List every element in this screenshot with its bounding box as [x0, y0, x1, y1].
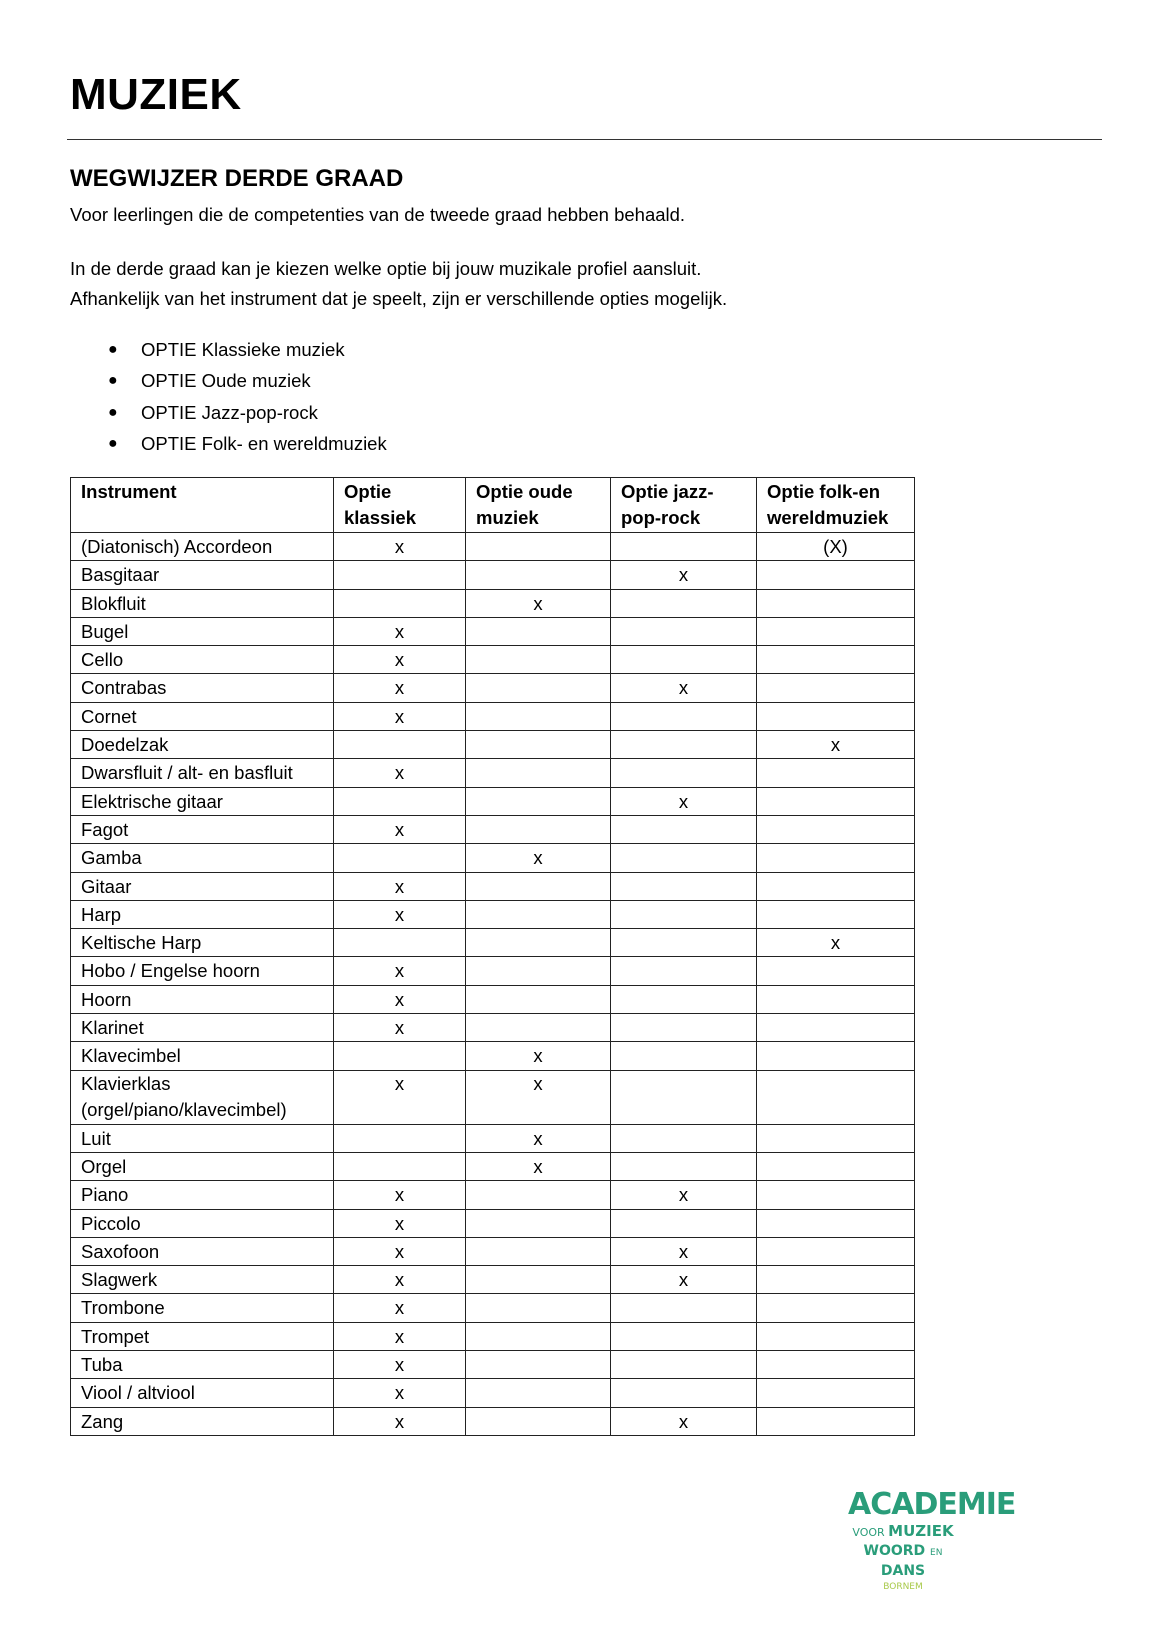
- logo-line: [848, 1522, 958, 1542]
- instrument-cell: [71, 1379, 334, 1407]
- option-mark-jazz: x: [611, 1181, 757, 1209]
- table-row: [71, 646, 915, 674]
- option-mark-jazz: [611, 1014, 757, 1042]
- table-row: [71, 1351, 915, 1379]
- table-row: [71, 872, 915, 900]
- option-mark-oude: [466, 1294, 611, 1322]
- instrument-cell: [71, 1266, 334, 1294]
- description-paragraph: [70, 254, 727, 314]
- option-mark-klassiek: [334, 844, 466, 872]
- option-mark-folk: [757, 1407, 915, 1435]
- option-mark-oude: [466, 674, 611, 702]
- instrument-name: Piccolo: [81, 1212, 141, 1234]
- option-mark-oude: [466, 1322, 611, 1350]
- option-mark-klassiek: x: [334, 957, 466, 985]
- option-mark-folk: [757, 1379, 915, 1407]
- option-mark-klassiek: x: [334, 1181, 466, 1209]
- logo-text: WOORD: [863, 1543, 926, 1559]
- table-row: [71, 1322, 915, 1350]
- instrument-cell: [71, 1322, 334, 1350]
- option-mark-folk: [757, 561, 915, 589]
- instrument-cell: [71, 787, 334, 815]
- header-line: Optie jazz-: [621, 481, 714, 502]
- option-mark-klassiek: x: [334, 900, 466, 928]
- option-mark-jazz: x: [611, 561, 757, 589]
- instrument-cell: [71, 815, 334, 843]
- header-line: pop-rock: [621, 507, 701, 528]
- option-mark-folk: [757, 1266, 915, 1294]
- instrument-name: Viool / altviool: [81, 1382, 195, 1404]
- instrument-name: Gitaar: [81, 875, 132, 897]
- option-mark-jazz: [611, 731, 757, 759]
- option-mark-folk: [757, 1322, 915, 1350]
- paragraph-line: Afhankelijk van het instrument dat je speelt, zijn er verschillende opties mogelijk.: [70, 288, 728, 309]
- option-mark-oude: [466, 1181, 611, 1209]
- bullet-icon: ●: [108, 372, 118, 390]
- instrument-cell: [71, 1294, 334, 1322]
- instrument-cell: [71, 1209, 334, 1237]
- option-mark-klassiek: x: [334, 533, 466, 561]
- instrument-options-table: [70, 477, 915, 1436]
- instrument-name: Doedelzak: [81, 734, 169, 756]
- option-mark-jazz: [611, 589, 757, 617]
- instrument-cell: [71, 759, 334, 787]
- bullet-icon: ●: [108, 435, 118, 453]
- option-mark-folk: [757, 1351, 915, 1379]
- table-row: [71, 589, 915, 617]
- option-mark-oude: [466, 815, 611, 843]
- option-mark-klassiek: x: [334, 1379, 466, 1407]
- option-mark-klassiek: x: [334, 617, 466, 645]
- option-mark-jazz: [611, 617, 757, 645]
- instrument-name: Klarinet: [81, 1017, 144, 1039]
- option-mark-klassiek: x: [334, 1266, 466, 1294]
- option-mark-klassiek: x: [334, 1351, 466, 1379]
- instrument-cell: [71, 731, 334, 759]
- option-mark-klassiek: [334, 1124, 466, 1152]
- option-label: OPTIE Folk- en wereldmuziek: [141, 433, 387, 455]
- instrument-cell: [71, 929, 334, 957]
- option-mark-folk: [757, 674, 915, 702]
- option-mark-folk: [757, 759, 915, 787]
- option-mark-klassiek: x: [334, 759, 466, 787]
- option-item: [108, 334, 387, 366]
- bullet-icon: ●: [108, 403, 118, 421]
- option-mark-oude: [466, 561, 611, 589]
- header-line: Optie folk-en: [767, 481, 881, 502]
- option-item: [108, 397, 387, 429]
- option-item: [108, 366, 387, 398]
- option-mark-klassiek: [334, 929, 466, 957]
- option-mark-jazz: [611, 1124, 757, 1152]
- table-row: [71, 985, 915, 1013]
- instrument-cell: [71, 844, 334, 872]
- option-mark-klassiek: x: [334, 1237, 466, 1265]
- instrument-cell: [71, 617, 334, 645]
- instrument-cell: [71, 1070, 334, 1124]
- instrument-name: Cello: [81, 649, 124, 671]
- instrument-cell: [71, 1124, 334, 1152]
- option-mark-jazz: [611, 957, 757, 985]
- option-item: [108, 429, 387, 461]
- instrument-name: Elektrische gitaar: [81, 790, 223, 812]
- options-list: [108, 334, 387, 460]
- option-mark-klassiek: x: [334, 646, 466, 674]
- option-mark-folk: [757, 1237, 915, 1265]
- intro-text: Voor leerlingen die de competenties van de tweede graad hebben behaald.: [70, 204, 686, 225]
- option-mark-oude: [466, 900, 611, 928]
- option-mark-klassiek: x: [334, 815, 466, 843]
- option-mark-jazz: [611, 929, 757, 957]
- instrument-cell: [71, 702, 334, 730]
- logo-line: ACADEMIE: [848, 1487, 1016, 1522]
- option-mark-oude: [466, 646, 611, 674]
- option-mark-jazz: x: [611, 674, 757, 702]
- option-mark-folk: [757, 589, 915, 617]
- header-line: Optie oude: [476, 481, 573, 502]
- option-mark-jazz: [611, 1351, 757, 1379]
- table-row: [71, 1070, 915, 1124]
- option-mark-jazz: [611, 1070, 757, 1124]
- option-mark-klassiek: x: [334, 1294, 466, 1322]
- header-line: Optie: [344, 481, 392, 502]
- option-mark-klassiek: x: [334, 985, 466, 1013]
- instrument-name: Klavecimbel: [81, 1045, 181, 1067]
- option-mark-folk: x: [757, 929, 915, 957]
- table-body: [71, 533, 915, 1436]
- instrument-name: Dwarsfluit / alt- en basfluit: [81, 762, 293, 784]
- instrument-name: Harp: [81, 903, 122, 925]
- instrument-cell: [71, 985, 334, 1013]
- option-mark-oude: [466, 872, 611, 900]
- table-row: [71, 1209, 915, 1237]
- option-mark-klassiek: x: [334, 1322, 466, 1350]
- instrument-name: Blokfluit: [81, 592, 146, 614]
- instrument-name: Slagwerk: [81, 1269, 158, 1291]
- instrument-cell: [71, 674, 334, 702]
- table-row: [71, 1124, 915, 1152]
- table-row: [71, 1152, 915, 1180]
- option-mark-oude: [466, 957, 611, 985]
- table-row: [71, 674, 915, 702]
- option-mark-jazz: x: [611, 1407, 757, 1435]
- option-mark-oude: x: [466, 589, 611, 617]
- option-mark-folk: [757, 1070, 915, 1124]
- option-mark-jazz: [611, 815, 757, 843]
- option-mark-jazz: [611, 844, 757, 872]
- option-mark-oude: [466, 1209, 611, 1237]
- logo-small-text: VOOR: [852, 1526, 885, 1539]
- option-mark-oude: [466, 1379, 611, 1407]
- option-mark-folk: [757, 1042, 915, 1070]
- option-mark-folk: [757, 1209, 915, 1237]
- option-mark-oude: [466, 1237, 611, 1265]
- logo-small-text: EN: [930, 1548, 943, 1558]
- instrument-name: Luit: [81, 1127, 111, 1149]
- instrument-cell: [71, 1407, 334, 1435]
- option-mark-folk: [757, 1294, 915, 1322]
- instrument-name: (Diatonisch) Accordeon: [81, 536, 273, 557]
- option-mark-jazz: x: [611, 1266, 757, 1294]
- table-row: [71, 1181, 915, 1209]
- header-line: muziek: [476, 507, 539, 528]
- header-oude-muziek: [466, 478, 611, 533]
- table-row: [71, 759, 915, 787]
- option-mark-jazz: [611, 1152, 757, 1180]
- table-row: [71, 844, 915, 872]
- option-mark-oude: [466, 1351, 611, 1379]
- option-mark-klassiek: [334, 561, 466, 589]
- option-mark-oude: [466, 1266, 611, 1294]
- logo-text: DANS: [880, 1563, 926, 1579]
- option-label: OPTIE Klassieke muziek: [141, 338, 345, 360]
- option-mark-jazz: [611, 702, 757, 730]
- option-mark-klassiek: [334, 1042, 466, 1070]
- instrument-cell: [71, 533, 334, 561]
- instrument-cell: [71, 900, 334, 928]
- option-mark-jazz: [611, 759, 757, 787]
- option-mark-folk: [757, 900, 915, 928]
- paragraph-line: In de derde graad kan je kiezen welke optie bij jouw muzikale profiel aansluit.: [70, 258, 702, 279]
- option-mark-folk: [757, 1181, 915, 1209]
- option-mark-oude: [466, 1014, 611, 1042]
- instrument-cell: [71, 872, 334, 900]
- option-mark-klassiek: [334, 589, 466, 617]
- table-row: [71, 1014, 915, 1042]
- option-mark-jazz: [611, 1209, 757, 1237]
- header-line: Instrument: [81, 481, 177, 502]
- option-mark-folk: [757, 646, 915, 674]
- instrument-cell: [71, 561, 334, 589]
- option-mark-jazz: [611, 1379, 757, 1407]
- option-mark-folk: [757, 617, 915, 645]
- option-mark-folk: [757, 1014, 915, 1042]
- option-mark-oude: [466, 617, 611, 645]
- option-mark-folk: x: [757, 731, 915, 759]
- table-row: [71, 1042, 915, 1070]
- option-label: OPTIE Jazz-pop-rock: [141, 401, 318, 423]
- instrument-cell: [71, 957, 334, 985]
- option-mark-jazz: [611, 533, 757, 561]
- option-mark-oude: x: [466, 1070, 611, 1124]
- instrument-name: Zang: [81, 1410, 124, 1432]
- instrument-name: Hobo / Engelse hoorn: [81, 960, 260, 982]
- table-row: [71, 702, 915, 730]
- option-mark-oude: [466, 759, 611, 787]
- header-line: klassiek: [344, 507, 417, 528]
- option-mark-oude: [466, 985, 611, 1013]
- option-mark-folk: [757, 815, 915, 843]
- option-mark-klassiek: x: [334, 872, 466, 900]
- option-mark-folk: [757, 1124, 915, 1152]
- option-mark-oude: [466, 1407, 611, 1435]
- option-mark-folk: [757, 985, 915, 1013]
- option-mark-jazz: [611, 872, 757, 900]
- instrument-name: Bugel: [81, 620, 129, 642]
- header-klassiek: [334, 478, 466, 533]
- table-row: [71, 900, 915, 928]
- option-mark-oude: x: [466, 1152, 611, 1180]
- option-mark-oude: x: [466, 1124, 611, 1152]
- option-mark-jazz: [611, 1042, 757, 1070]
- option-mark-folk: [757, 957, 915, 985]
- instrument-name: Trombone: [81, 1297, 165, 1319]
- instrument-cell: [71, 1351, 334, 1379]
- header-folk-wereldmuziek: [757, 478, 915, 533]
- table-row: [71, 815, 915, 843]
- table-row: [71, 533, 915, 561]
- option-mark-folk: [757, 702, 915, 730]
- logo-line: [848, 1542, 958, 1580]
- instrument-name: (orgel/piano/klavecimbel): [81, 1098, 287, 1120]
- option-mark-jazz: [611, 646, 757, 674]
- instrument-cell: [71, 1042, 334, 1070]
- option-mark-oude: x: [466, 1042, 611, 1070]
- logo-line: BORNEM: [883, 1582, 923, 1592]
- instrument-name: Contrabas: [81, 677, 167, 699]
- option-mark-folk: [757, 1152, 915, 1180]
- option-mark-oude: [466, 731, 611, 759]
- header-jazz-pop-rock: [611, 478, 757, 533]
- instrument-name: Fagot: [81, 818, 129, 840]
- instrument-cell: [71, 1237, 334, 1265]
- option-mark-folk: [757, 872, 915, 900]
- option-label: OPTIE Oude muziek: [141, 370, 311, 392]
- option-mark-klassiek: [334, 787, 466, 815]
- option-mark-jazz: [611, 985, 757, 1013]
- option-mark-jazz: x: [611, 1237, 757, 1265]
- table-row: [71, 929, 915, 957]
- bullet-icon: ●: [108, 340, 118, 358]
- option-mark-oude: [466, 787, 611, 815]
- header-instrument: [71, 478, 334, 533]
- option-mark-folk: [757, 787, 915, 815]
- instrument-name: Gamba: [81, 847, 142, 869]
- table-row: [71, 1294, 915, 1322]
- table-row: [71, 787, 915, 815]
- option-mark-klassiek: x: [334, 702, 466, 730]
- instrument-name: Trompet: [81, 1325, 150, 1347]
- instrument-name: Tuba: [81, 1354, 123, 1376]
- option-mark-jazz: x: [611, 787, 757, 815]
- instrument-name: Keltische Harp: [81, 932, 202, 954]
- instrument-cell: [71, 1014, 334, 1042]
- option-mark-folk: (X): [757, 533, 915, 561]
- table-row: [71, 1407, 915, 1435]
- table-row: [71, 561, 915, 589]
- instrument-name: Piano: [81, 1184, 129, 1206]
- option-mark-klassiek: x: [334, 1070, 466, 1124]
- instrument-cell: [71, 589, 334, 617]
- option-mark-jazz: [611, 1294, 757, 1322]
- option-mark-klassiek: x: [334, 1407, 466, 1435]
- option-mark-klassiek: [334, 1152, 466, 1180]
- instrument-name: Hoorn: [81, 988, 132, 1010]
- instrument-name: Orgel: [81, 1155, 127, 1177]
- option-mark-folk: [757, 844, 915, 872]
- option-mark-oude: [466, 533, 611, 561]
- option-mark-klassiek: [334, 731, 466, 759]
- title-divider: [67, 139, 1102, 140]
- instrument-cell: [71, 1152, 334, 1180]
- instrument-name: Saxofoon: [81, 1240, 160, 1262]
- instrument-cell: [71, 1181, 334, 1209]
- table-row: [71, 1266, 915, 1294]
- instrument-name: Cornet: [81, 705, 137, 727]
- instrument-name: Klavierklas: [81, 1072, 171, 1094]
- page-title: MUZIEK: [70, 70, 242, 119]
- option-mark-klassiek: x: [334, 1014, 466, 1042]
- logo-text: MUZIEK: [888, 1522, 954, 1540]
- table-row: [71, 1379, 915, 1407]
- table-row: [71, 1237, 915, 1265]
- table-header-row: [71, 478, 915, 533]
- option-mark-jazz: [611, 900, 757, 928]
- table-row: [71, 617, 915, 645]
- academie-logo: [848, 1487, 1016, 1594]
- table-row: [71, 957, 915, 985]
- option-mark-klassiek: x: [334, 1209, 466, 1237]
- header-line: wereldmuziek: [767, 507, 889, 528]
- option-mark-oude: x: [466, 844, 611, 872]
- option-mark-jazz: [611, 1322, 757, 1350]
- option-mark-klassiek: x: [334, 674, 466, 702]
- instrument-cell: [71, 646, 334, 674]
- instrument-name: Basgitaar: [81, 564, 160, 586]
- option-mark-oude: [466, 702, 611, 730]
- option-mark-oude: [466, 929, 611, 957]
- section-title: WEGWIJZER DERDE GRAAD: [70, 165, 404, 192]
- table-row: [71, 731, 915, 759]
